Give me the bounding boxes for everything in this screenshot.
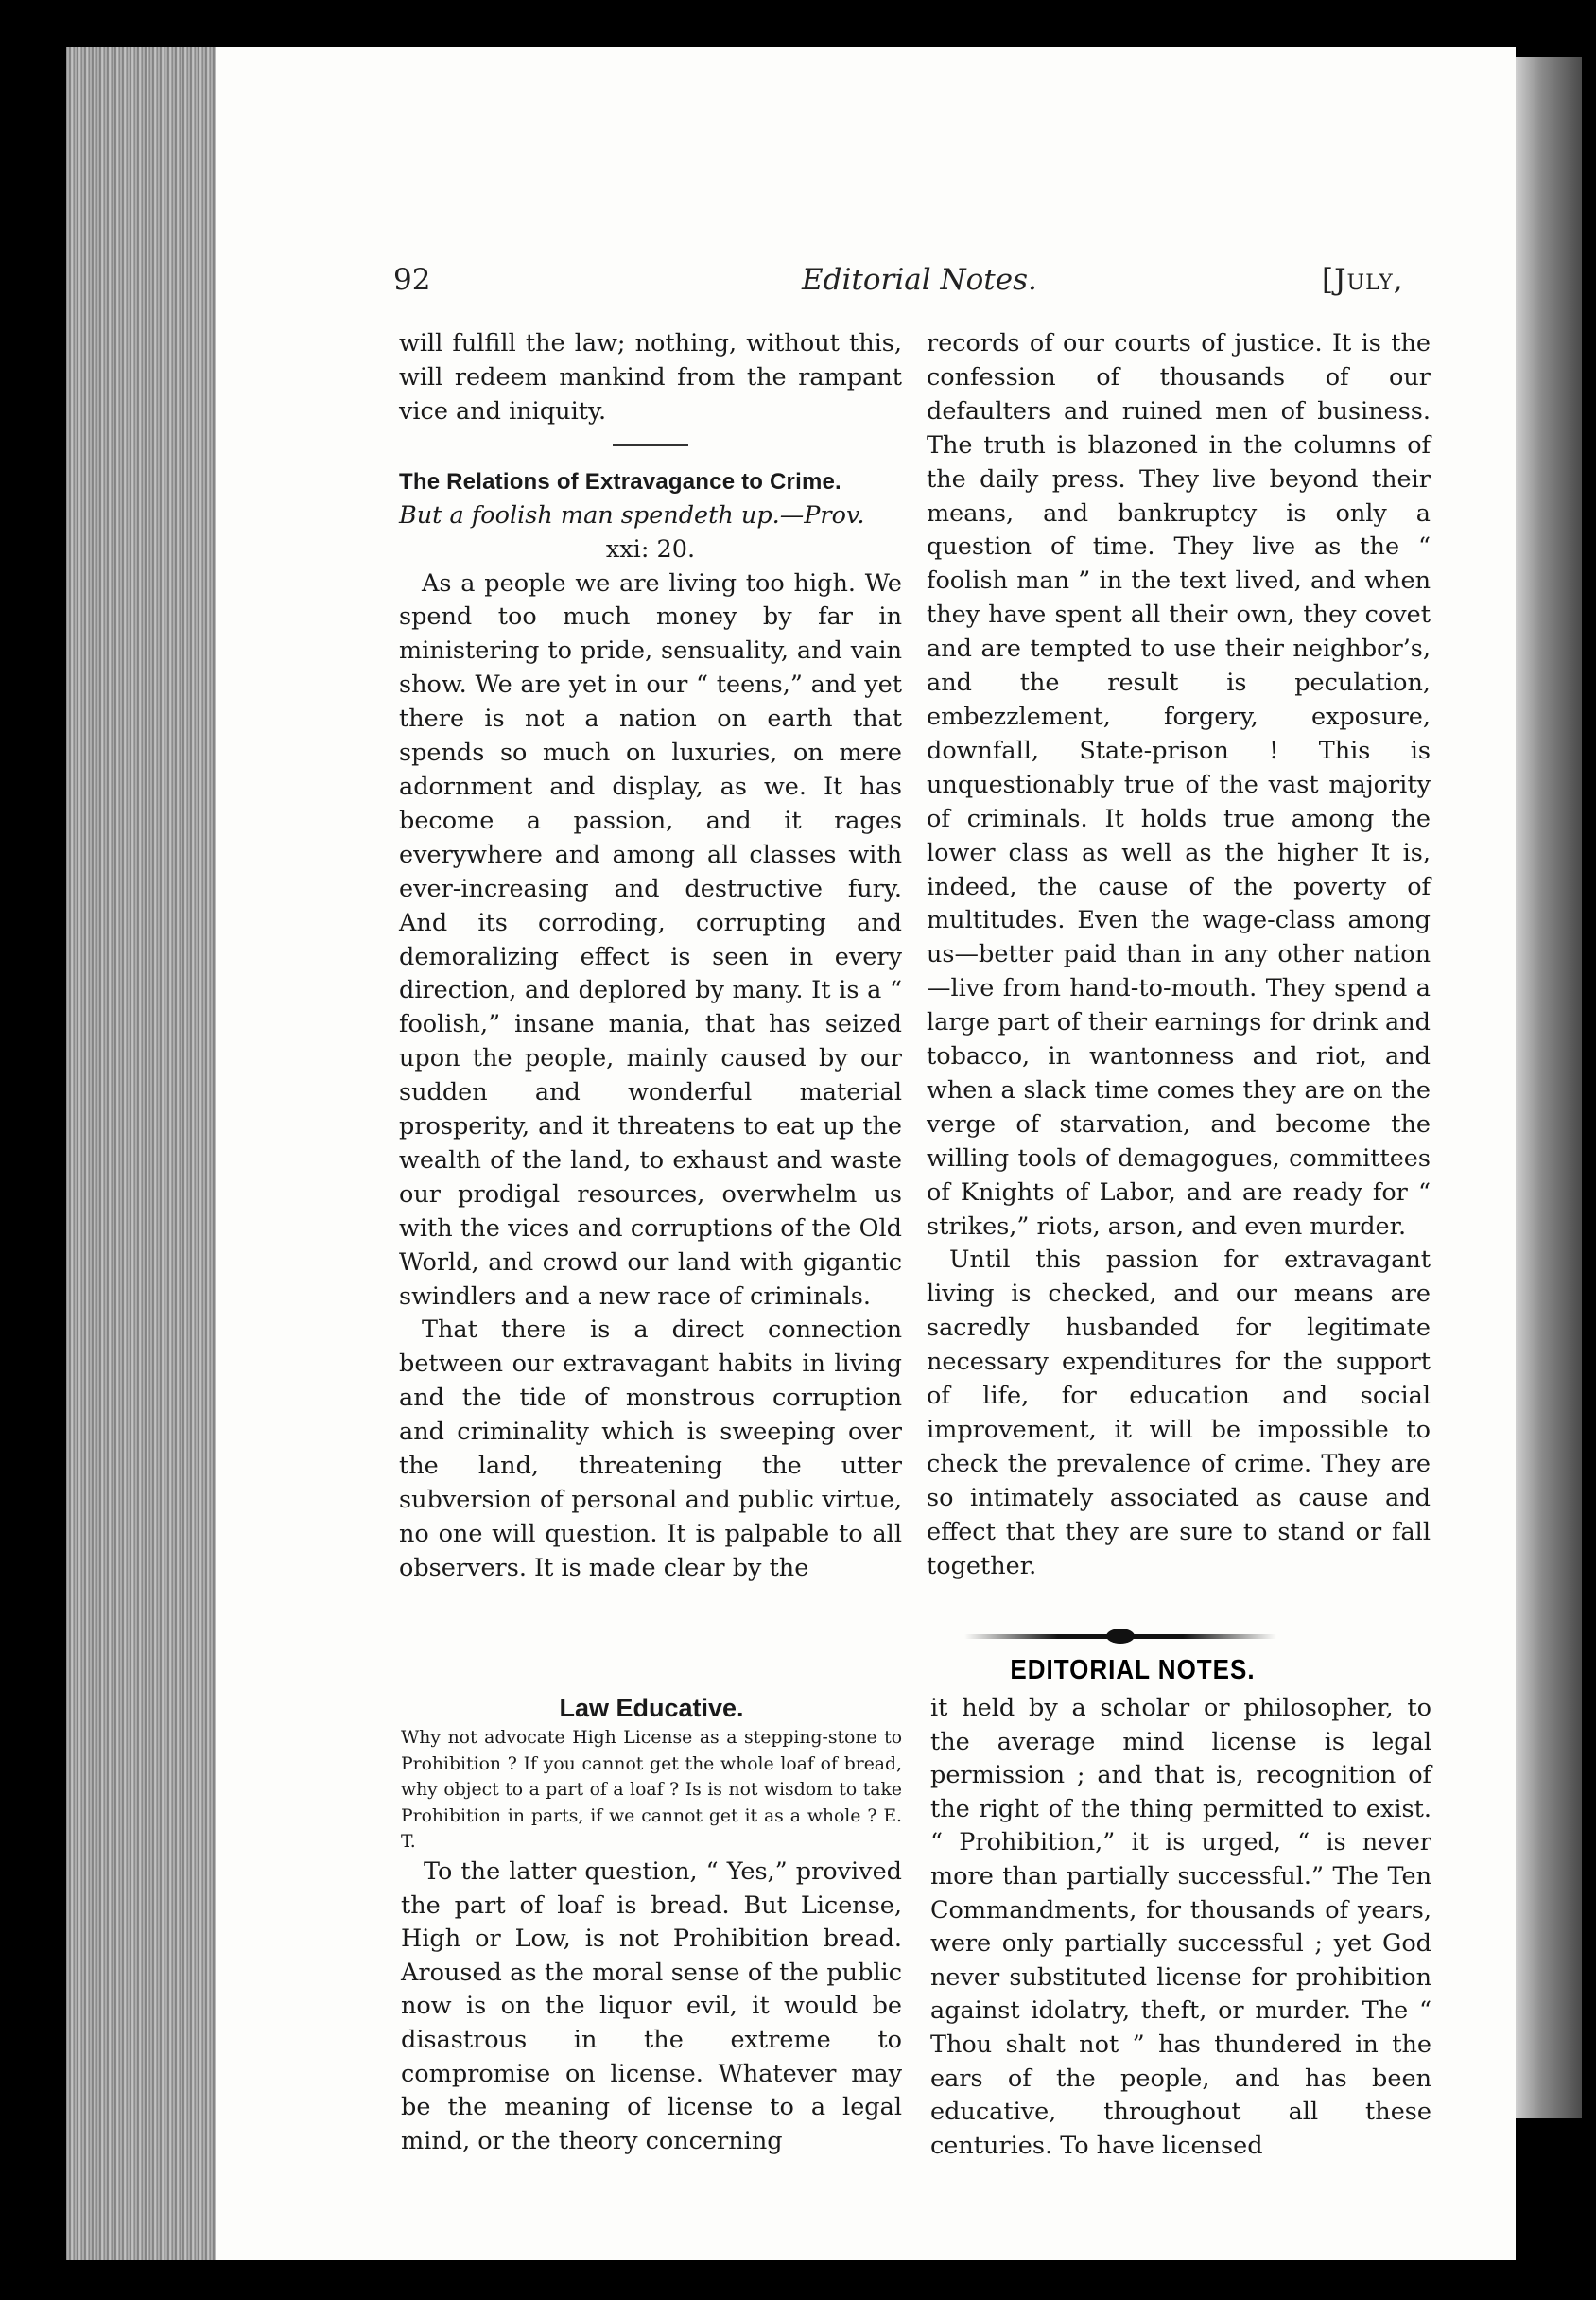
epigraph-reference: xxi: 20. <box>605 534 696 564</box>
page-number: 92 <box>393 263 431 297</box>
section-heading: EDITORIAL NOTES. <box>1010 1653 1256 1685</box>
article-paragraph: records of our courts of justice. It is the confession of thousands of our defaulters and ruined men of business. The truth is blazoned in the columns of the daily press. They live beyond their means, and bankruptcy is only a question of time. They live as the “ foolish man ” in the text lived, and when they have spent all their own, they covet and are tempted to use their neighbor’s, and the result is peculation, embezzlement, forgery, exposure, downfall, State-prison ! This is unquestionably true of the vast majority of criminals. It holds true among the lower class as well as the higher It is, indeed, the cause of the poverty of multitudes. Even the wage-class among us—better paid than in any other nation—live from hand-to-mouth. They spend a large part of their earnings for drink and tobacco, in wantonness and riot, and when a slack time comes they are on the verge of starvation, and become the willing tools of demagogues, committees of Knights of Labor, and are ready for “ strikes,” riots, arson, and even murder. <box>927 329 1431 1241</box>
article-paragraph: That there is a direct connection between our extravagant habits in living and the tide of monstrous corruption and criminality which is sweeping over the land, threatening the utter subversion of personal and public virtue, no one will question. It is palpable to all observers. It is made clear by the <box>399 1316 902 1582</box>
article-paragraph: Until this passion for extravagant living is checked, and our means are sacredly husbanded for legitimate necessary expenditures for the support of life, for education and social improvement, it will be impossible to check the prevalence of crime. They are so intimately associated as cause and effect that they are sure to stand or fall together. <box>927 1246 1431 1580</box>
right-column <box>927 327 1431 1584</box>
book-page-edges <box>66 47 227 2260</box>
facing-page-edge <box>1516 57 1582 2118</box>
epigraph: But a foolish man spendeth up.—Prov. <box>399 500 865 530</box>
law-educative-right-column <box>930 1692 1431 2163</box>
article-title: The Relations of Extravagance to Crime. <box>399 468 841 495</box>
running-head: Editorial Notes. <box>802 263 1037 297</box>
divider-rule <box>613 444 688 446</box>
article-paragraph: it held by a scholar or philosopher, to the average mind license is legal permission ; and that is, recognition of the right of the thing permitted to exist. “ Prohibition,” it is urged, “ is never more than partially successful.” The Ten Commandments, for thousands of years, were only partially successful ; yet God never substituted license for prohibition against idolatry, theft, or murder. The “ Thou shalt not ” has thundered in the ears of the people, and has been educative, throughout all these centuries. To have licensed <box>930 1694 1431 2160</box>
reader-question: Why not advocate High License as a stepping-stone to Prohibition ? If you cannot get the whole loaf of bread, why object to a part of a loaf ? Is is not wisdom to take Prohibition in parts, if we cannot get it as a whole ? E. T. <box>401 1728 902 1853</box>
ornamental-rule <box>964 1634 1276 1639</box>
article-paragraph: To the latter question, “ Yes,” provived the part of loaf is bread. But License, High or Low, is not Prohibition bread. Aroused as the moral sense of the public now is on the liquor evil, it would be disastrous in the extreme to compromise on license. Whatever may be the meaning of license to a legal mind, or the theory concerning <box>401 1856 902 2155</box>
article-paragraph: As a people we are living too high. We spend too much money by far in ministering to pride, sensuality, and vain show. We are yet in our “ teens,” and yet there is not a nation on earth that spends so much on luxuries, on mere adornment and display, as we. It has become a passion, and it rages everywhere and among all classes with ever-increasing and destructive fury. And its corroding, corrupting and demoralizing effect is seen in every direction, and deplored by many. It is a “ foolish,” insane mania, that has seized upon the people, mainly caused by our sudden and wonderful material prosperity, and it threatens to eat up the wealth of the land, to exhaust and waste our prodigal resources, overwhelm us with the vices and corruptions of the Old World, and crowd our land with gigantic swindlers and a new race of criminals. <box>399 568 902 1311</box>
left-column <box>399 327 902 1586</box>
law-educative-title: Law Educative. <box>559 1694 744 1722</box>
law-educative-left-column <box>401 1691 902 2158</box>
continuation-text: will fulfill the law; nothing, without this, will redeem mankind from the rampant vice and iniquity. <box>399 329 902 426</box>
page-header <box>216 263 1516 301</box>
book-page <box>216 47 1516 2260</box>
month-label: [July, <box>1322 263 1404 297</box>
